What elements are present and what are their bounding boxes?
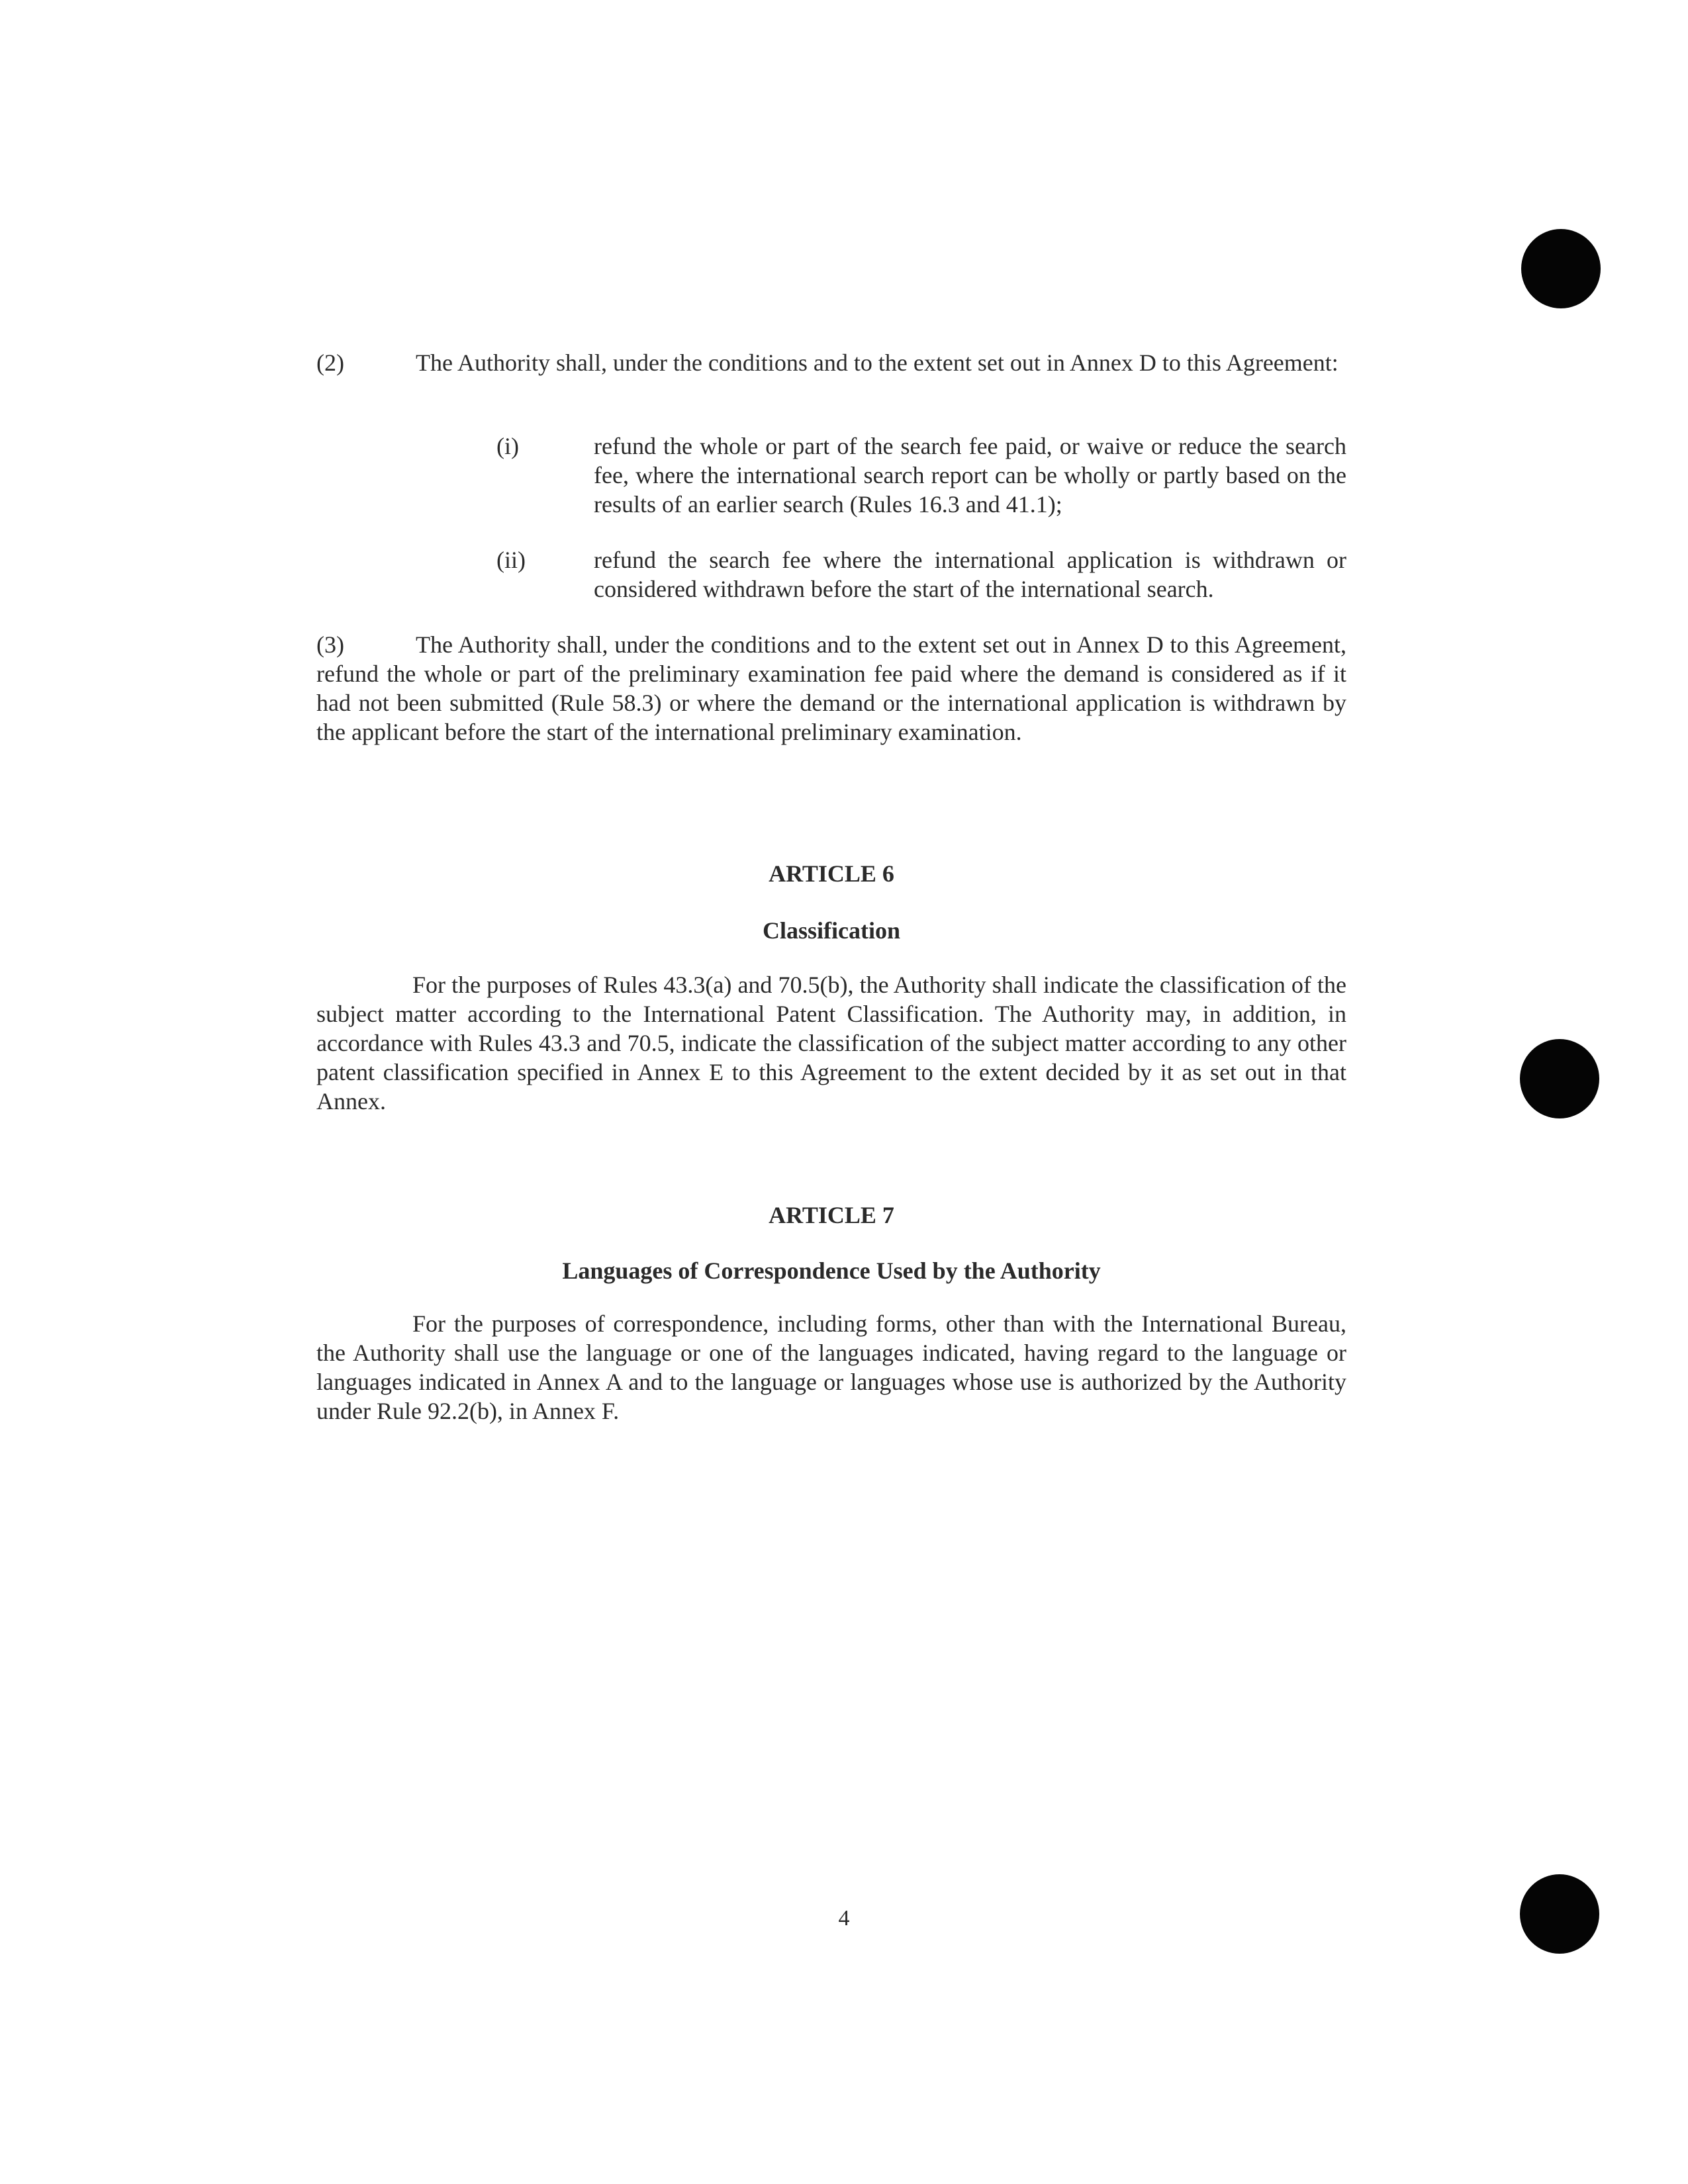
binder-hole-middle [1520,1039,1599,1118]
article-6-text: For the purposes of Rules 43.3(a) and 70.5(b), the Authority shall indicate the classification of the subject matter according to the International Patent Classification. The Authority may, in addition, in accordance with Rules 43.3 and 70.5, indicate the classification of the subject matter according to any other patent classification specified in Annex E to this Agreement to the extent decided by it as set out in that Annex. [316,972,1346,1115]
list-item-number: (ii) [496,547,526,573]
list-item-text: refund the search fee where the international application is withdrawn or considered withdrawn before the start of the international search. [594,547,1346,602]
article-7-title: Languages of Correspondence Used by the Authority [562,1257,1101,1284]
paragraph-text: The Authority shall, under the conditions and to the extent set out in Annex D to this Agreement, refund the whole or part of the preliminary examination fee paid where the demand is considered as if it had not been submitted (Rule 58.3) or where the demand or the international application is withdrawn by the applicant before the start of the international preliminary examination. [316,631,1346,745]
paragraph-number: (2) [316,349,344,376]
paragraph-number: (3) [316,631,344,658]
article-6-heading: ARTICLE 6 [769,860,894,887]
paragraph-2 [316,348,1346,377]
article-7-text: For the purposes of correspondence, including forms, other than with the International Bureau, the Authority shall use the language or one of the languages indicated, having regard to the language or languages indicated in Annex A and to the language or languages whose use is authorized by the Authority under Rule 92.2(b), in Annex F. [316,1310,1346,1424]
list-item-text: refund the whole or part of the search fee paid, or waive or reduce the search fee, where the international search report can be wholly or partly based on the results of an earlier search (Rules 16.3 and 41.1); [594,433,1346,518]
paragraph-3 [316,630,1346,747]
list-item-number: (i) [496,433,519,459]
paragraph-text: The Authority shall, under the conditions and to the extent set out in Annex D to this Agreement: [416,349,1338,376]
binder-hole-top [1521,229,1601,308]
article-6-title: Classification [762,917,900,944]
page-number: 4 [838,1906,850,1931]
article-7-heading: ARTICLE 7 [769,1202,894,1228]
